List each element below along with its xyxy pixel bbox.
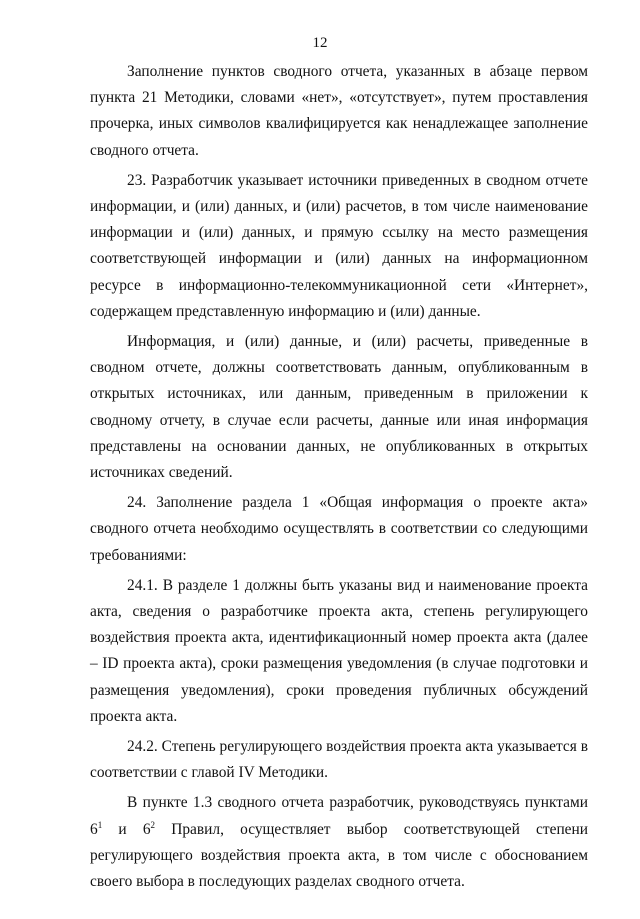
document-body: [90, 59, 588, 895]
paragraph-text-part-2: и 6: [102, 820, 151, 838]
superscript-1: 1: [97, 819, 103, 830]
paragraph-incorrect-filling: Заполнение пунктов сводного отчета, указанных в абзаце первом пункта 21 Методики, словами «нет», «отсутствует», путем проставления прочерка, иных символов квалифицируется как ненадлежащее заполнение сводного отчета.: [90, 63, 588, 159]
paragraph-item-1-3-selection: [90, 790, 588, 895]
paragraph-text-part-1: В пункте 1.3 сводного отчета разработчик, руководствуясь пунктами 6: [90, 794, 588, 838]
paragraph-text-part-3: Правил, осуществляет выбор соответствующей степени регулирующего воздействия проекта акта, в том числе с обоснованием своего выбора в последующих разделах сводного отчета.: [90, 820, 588, 891]
paragraph-24-1-requirements: 24.1. В разделе 1 должны быть указаны вид и наименование проекта акта, сведения о разработчике проекта акта, степень регулирующего воздействия проекта акта, идентификационный номер проекта акта (далее – ID проекта акта), сроки размещения уведомления (в случае подготовки и размещения уведомления), сроки проведения публичных обсуждений проекта акта.: [90, 576, 588, 725]
paragraph-data-consistency: Информация, и (или) данные, и (или) расчеты, приведенные в сводном отчете, должны соответствовать данным, опубликованным в открытых источниках, или данным, приведенным в приложении к сводному отчету, в случае если расчеты, данные или иная информация представлены на основании данных, не опубликованных в открытых источниках сведений.: [90, 333, 588, 482]
page-number: 12: [312, 35, 328, 51]
paragraph-24-2-impact-degree: 24.2. Степень регулирующего воздействия проекта акта указывается в соответствии с главой IV Методики.: [90, 738, 588, 782]
paragraph-23-sources: 23. Разработчик указывает источники приведенных в сводном отчете информации, и (или) данных, и (или) расчетов, в том числе наименование информации и (или) данных, и прямую ссылку на место размещения соответствующей информации и (или) данных на информационном ресурсе в информационно-телекоммуникационной сети «Интернет», содержащем представленную информацию и (или) данные.: [90, 171, 588, 320]
paragraph-24-section-1: 24. Заполнение раздела 1 «Общая информация о проекте акта» сводного отчета необходимо осуществлять в соответствии со следующими требованиями:: [90, 494, 588, 564]
superscript-2: 2: [150, 819, 156, 830]
